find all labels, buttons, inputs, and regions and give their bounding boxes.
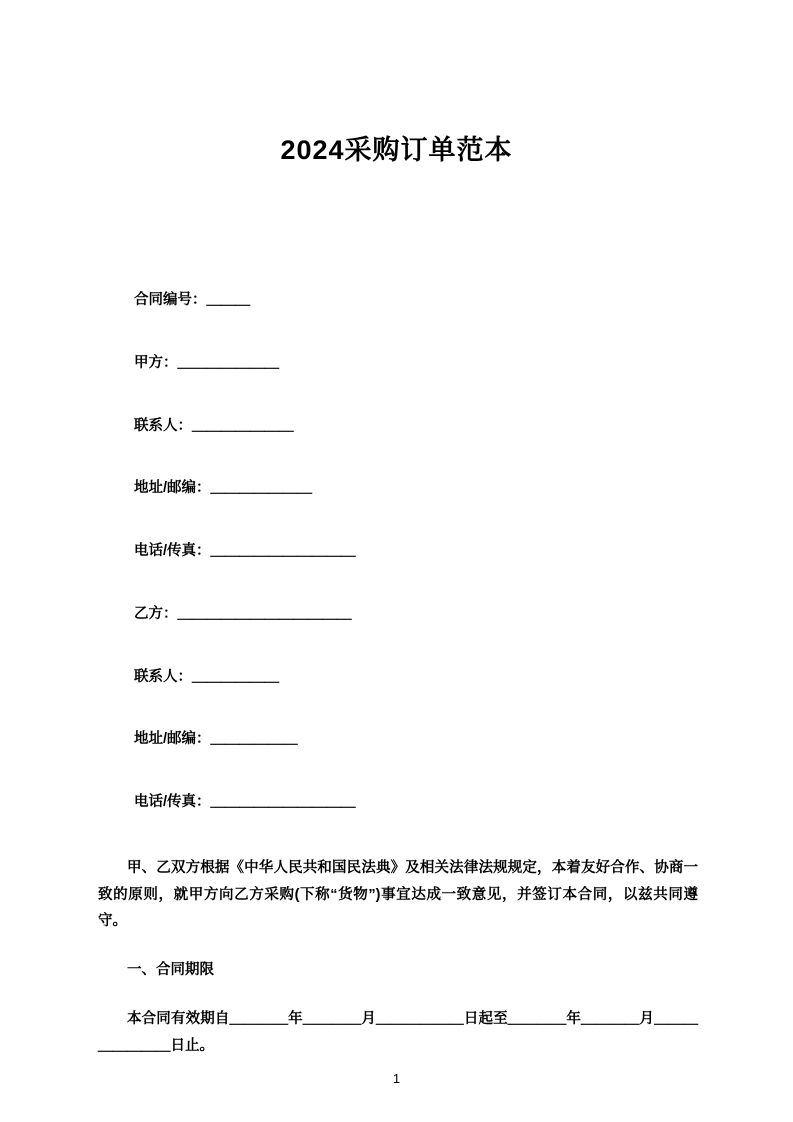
field-party-a-phone: 电话/传真：＿＿＿＿＿＿＿＿＿＿ bbox=[134, 543, 356, 559]
field-party-a-contact: 联系人：＿＿＿＿＿＿＿ bbox=[134, 417, 294, 434]
section-heading-contract-term: 一、合同期限 bbox=[127, 962, 214, 979]
section-text-contract-term: 本合同有效期自＿＿＿＿年＿＿＿＿月＿＿＿＿＿＿日起至＿＿＿＿年＿＿＿＿月＿＿＿＿＿＿＿＿日止。 bbox=[98, 1011, 698, 1054]
field-party-a-address: 地址/邮编：＿＿＿＿＿＿＿ bbox=[134, 480, 313, 497]
field-party-b-phone: 电话/传真：＿＿＿＿＿＿＿＿＿＿ bbox=[134, 794, 356, 810]
field-party-b-contact: 联系人：＿＿＿＿＿＿ bbox=[134, 668, 279, 685]
field-party-a: 甲方：＿＿＿＿＿＿＿ bbox=[134, 354, 279, 371]
field-party-b-address: 地址/邮编：＿＿＿＿＿＿ bbox=[134, 731, 298, 748]
page-title: 2024采购订单范本 bbox=[280, 135, 513, 165]
field-party-b: 乙方：＿＿＿＿＿＿＿＿＿＿＿＿ bbox=[134, 605, 352, 622]
preamble-paragraph: 甲、乙双方根据《中华人民共和国民法典》及相关法律法规规定，本着友好合作、协商一致的原则，就甲方向乙方采购(下称“货物”)事宜达成一致意见，并签订本合同，以兹共同遵守。 bbox=[98, 859, 698, 930]
document-body bbox=[98, 290, 698, 1080]
page-number: 1 bbox=[392, 1071, 401, 1086]
field-contract-number: 合同编号：＿＿＿ bbox=[134, 292, 250, 308]
